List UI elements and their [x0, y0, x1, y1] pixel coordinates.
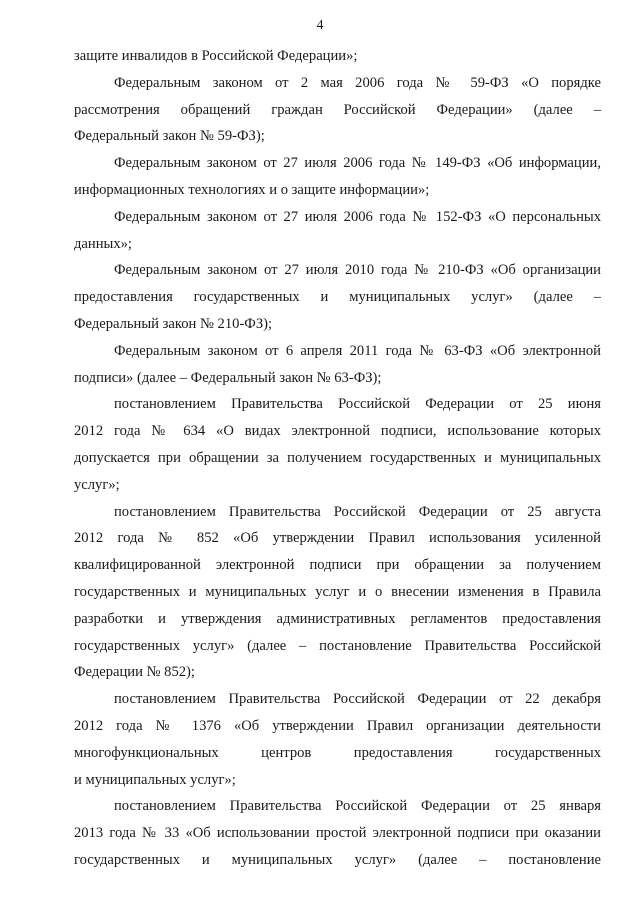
- text-line: и муниципальных услуг»;: [74, 771, 236, 788]
- text-line: квалифицированной электронной подписи при обращении за получением: [74, 557, 601, 574]
- text-line: постановлением Правительства Российской Федерации от 25 января: [114, 798, 601, 815]
- text-line: 2012 года № 1376 «Об утверждении Правил организации деятельности: [74, 717, 601, 734]
- text-line: Федерации № 852);: [74, 664, 195, 681]
- text-line: Федеральным законом от 27 июля 2006 года № 149-ФЗ «Об информации,: [114, 155, 601, 172]
- paragraph: [74, 338, 601, 392]
- paragraph: [74, 793, 601, 873]
- text-line: информационных технологиях и о защите информации»;: [74, 181, 430, 198]
- text-line: 2013 года № 33 «Об использовании простой электронной подписи при оказании: [74, 825, 601, 842]
- text-line: многофункциональных центров предоставления государственных: [74, 744, 601, 761]
- text-line: постановлением Правительства Российской Федерации от 25 июня: [114, 396, 601, 413]
- text-line: 2012 года № 852 «Об утверждении Правил использования усиленной: [74, 530, 601, 547]
- document-body: [74, 43, 601, 874]
- text-line: Федеральный закон № 210-ФЗ);: [74, 315, 273, 332]
- text-line: 2012 года № 634 «О видах электронной подписи, использование которых: [74, 423, 601, 440]
- text-line: постановлением Правительства Российской Федерации от 22 декабря: [114, 691, 601, 708]
- text-line: постановлением Правительства Российской Федерации от 25 августа: [114, 503, 601, 520]
- text-line: услуг»;: [74, 476, 120, 493]
- paragraph: [74, 499, 601, 687]
- paragraph: [74, 391, 601, 498]
- text-line: разработки и утверждения административных регламентов предоставления: [74, 610, 601, 627]
- text-line: Федеральным законом от 27 июля 2010 года № 210-ФЗ «Об организации: [114, 262, 601, 279]
- text-line: данных»;: [74, 235, 132, 252]
- paragraph: [74, 204, 601, 258]
- text-line: государственных и муниципальных услуг» (далее – постановление: [74, 851, 601, 868]
- text-line: допускается при обращении за получением государственных и муниципальных: [74, 449, 601, 466]
- text-line: Федеральным законом от 6 апреля 2011 года № 63-ФЗ «Об электронной: [114, 342, 601, 359]
- text-line: Федеральным законом от 27 июля 2006 года № 152-ФЗ «О персональных: [114, 208, 601, 225]
- text-line: предоставления государственных и муниципальных услуг» (далее –: [74, 289, 601, 306]
- paragraph: [74, 150, 601, 204]
- page-number: 4: [316, 18, 324, 33]
- paragraph: [74, 70, 601, 150]
- paragraph: [74, 257, 601, 337]
- text-line: Федеральным законом от 2 мая 2006 года № 59-ФЗ «О порядке: [114, 74, 601, 91]
- text-line: государственных и муниципальных услуг и о внесении изменения в Правила: [74, 583, 601, 600]
- text-line: государственных услуг» (далее – постановление Правительства Российской: [74, 637, 601, 654]
- text-line: защите инвалидов в Российской Федерации»;: [74, 48, 358, 64]
- text-line: Федеральный закон № 59-ФЗ);: [74, 128, 265, 145]
- paragraph: [74, 43, 601, 70]
- paragraph: [74, 686, 601, 793]
- text-line: рассмотрения обращений граждан Российской Федерации» (далее –: [74, 101, 601, 118]
- text-line: подписи» (далее – Федеральный закон № 63-ФЗ);: [74, 369, 382, 386]
